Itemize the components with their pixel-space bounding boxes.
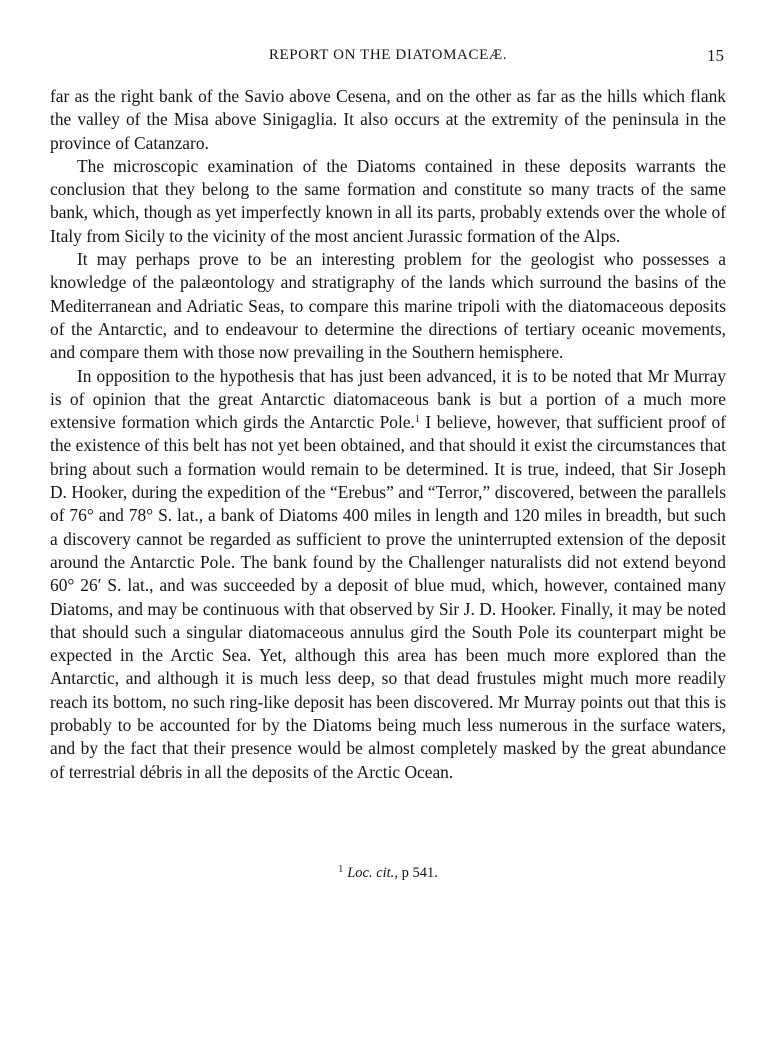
footnote — [50, 864, 726, 882]
footnote-source: Loc. cit. — [347, 865, 395, 881]
paragraph-continuation: far as the right bank of the Savio above Cesena, and on the other as far as the hills which flank the valley of the Misa above Sinigaglia. It also occurs at the extremity of the peninsula in the province of Catanzaro. — [50, 86, 726, 153]
page-number: 15 — [707, 46, 724, 65]
footnote-mark: 1 — [338, 864, 344, 875]
running-header — [50, 47, 726, 67]
paragraph-opposition-hypothesis — [50, 365, 726, 784]
paragraph-text-before-ref: In opposition to the hypothesis that has just been advanced, it is to be noted that Mr Murray is of opinion that the great Antarctic diatomaceous bank is but a portion of a much more extensive formation which girds the Antarctic Pole. — [50, 365, 726, 433]
running-title: REPORT ON THE DIATOMACEÆ. — [268, 47, 508, 63]
body-text — [50, 85, 726, 784]
paragraph-geologist-problem: It may perhaps prove to be an interesting problem for the geologist who possesses a knowledge of the palæontology and stratigraphy of the lands which surround the basins of the Mediterranean and Adriatic Seas, to compare this marine tripoli with the diatomaceous deposits of the Antarctic, and to endeavour to determine the directions of tertiary oceanic movements, and compare them with those now prevailing in the Southern hemisphere. — [50, 249, 726, 363]
footnote-reference-mark: 1 — [414, 414, 420, 426]
footnote-page: , p 541. — [394, 865, 438, 881]
paragraph-microscopic-examination: The microscopic examination of the Diatoms contained in these deposits warrants the conclusion that they belong to the same formation and constitute so many tracts of the same bank, which, though as yet imperfectly known in all its parts, probably extends over the whole of Italy from Sicily to the vicinity of the most ancient Jurassic formation of the Alps. — [50, 155, 726, 246]
paragraph-text-after-ref: I believe, however, that sufficient proof of the existence of this belt has not yet been obtained, and that should it exist the circumstances that bring about such a formation would remain to be determined. It is true, indeed, that Sir Joseph D. Hooker, during the expedition of the “Erebus” and “Terror,” discovered, between the parallels of 76° and 78° S. lat., a bank of Diatoms 400 miles in length and 120 miles in breadth, but such a discovery cannot be regarded as sufficient to prove the uninterrupted extension of the deposit around the Antarctic Pole. The bank found by the Challenger naturalists did not extend beyond 60° 26′ S. lat., and was succeeded by a deposit of blue mud, which, however, contained many Diatoms, and may be continuous with that observed by Sir J. D. Hooker. Finally, it may be noted that should such a singular diatomaceous annulus gird the South Pole its counterpart might be expected in the Arctic Sea. Yet, although this area has been much more explored than the Antarctic, and although it is much less deep, so that dead frustules might much more readily reach its bottom, no such ring-like deposit has been discovered. Mr Murray points out that this is probably to be accounted for by the Diatoms being much less numerous in the surface waters, and by the fact that their presence would be almost completely masked by the great abundance of terrestrial débris in all the deposits of the Arctic Ocean. — [50, 412, 726, 782]
